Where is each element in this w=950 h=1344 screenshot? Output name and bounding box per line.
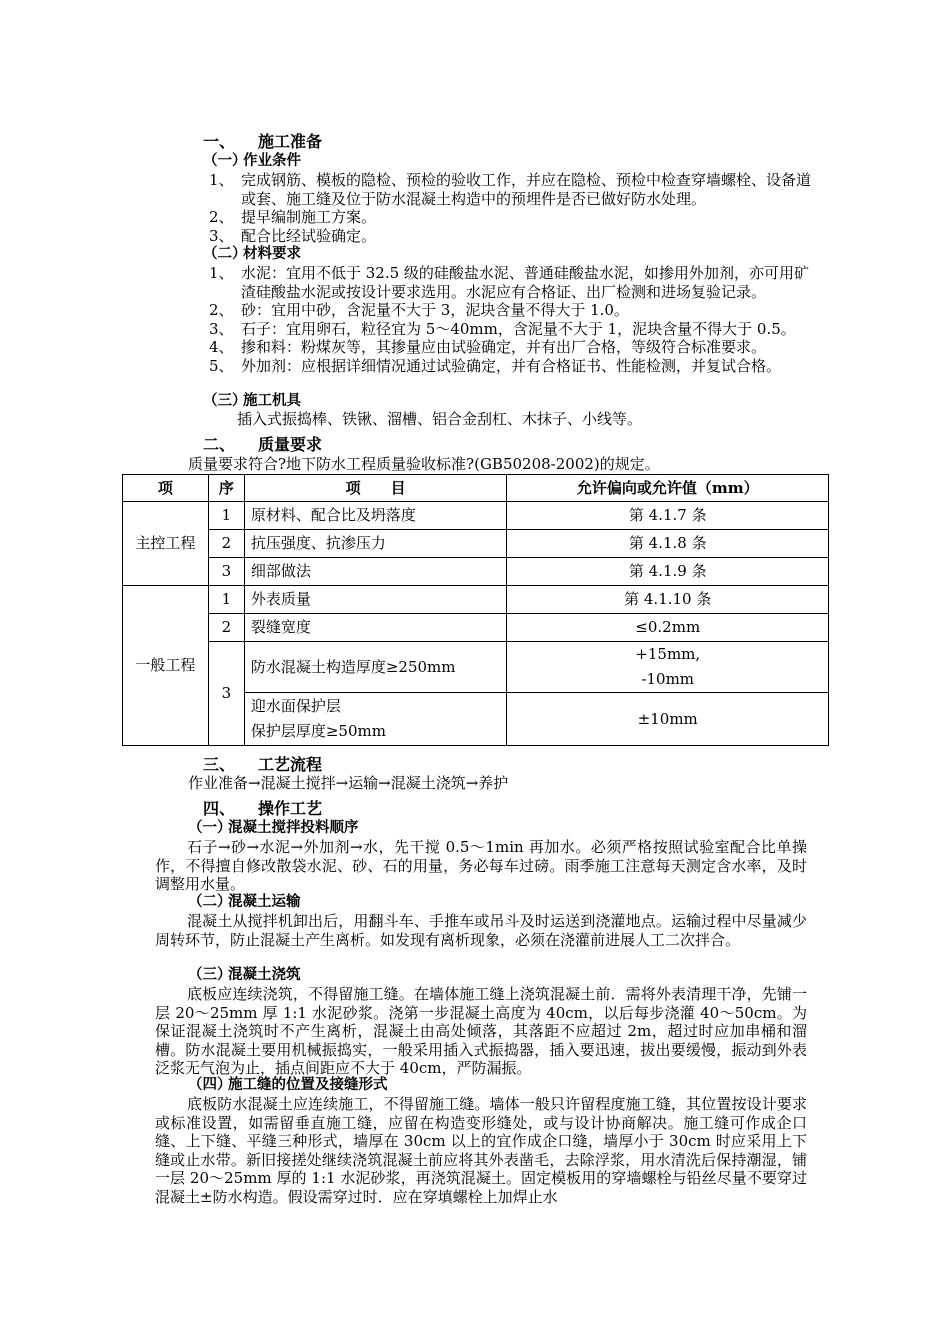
part-1-heading <box>188 819 359 838</box>
quality-table <box>122 474 829 746</box>
row-value: 第 4.1.7 条 <box>507 502 829 530</box>
item-line-2: 保护层厚度≥50mm <box>250 722 386 740</box>
header-item: 项 目 <box>244 475 507 502</box>
item-text: 水泥：宜用不低于 32.5 级的硅酸盐水泥、普通硅酸盐水泥，如掺用外加剂，亦可用矿渣硅酸盐水泥或按设计要求选用。水泥应有合格证、出厂检测和进场复验记录。 <box>241 264 809 301</box>
section-4-heading <box>203 800 322 819</box>
list-item <box>209 357 809 376</box>
header-category: 项 <box>123 475 209 502</box>
header-tolerance: 允许偏向或允许值（mm） <box>507 475 829 502</box>
section-4-title: 操作工艺 <box>258 799 323 818</box>
item-text: 掺和料：粉煤灰等，其掺量应由试验确定，并有出厂合格，等级符合标准要求。 <box>241 338 767 356</box>
row-seq: 2 <box>208 614 244 642</box>
subsection-title: 作业条件 <box>243 152 301 169</box>
row-seq: 1 <box>208 586 244 614</box>
part-title: 混凝土搅拌投料顺序 <box>228 819 359 836</box>
item-text: 石子：宜用卵石，粒径宜为 5～40mm，含泥量不大于 1，泥块含量不得大于 0.5。 <box>241 319 796 338</box>
list-item <box>209 264 809 301</box>
group-general: 一般工程 <box>123 586 209 746</box>
item-text: 配合比经试验确定。 <box>241 226 377 245</box>
table-row <box>123 530 829 558</box>
section-1-number: 一、 <box>203 132 236 151</box>
row-seq: 2 <box>208 530 244 558</box>
quality-intro: 质量要求符合?地下防水工程质量验收标准?(GB50208-2002)的规定。 <box>188 455 660 473</box>
part-number: （三） <box>188 966 232 983</box>
row-seq: 3 <box>208 642 244 746</box>
item-text: 完成钢筋、模板的隐检、预检的验收工作，并应在隐检、预检中检查穿墙螺栓、设备道或套、施工缝及位于防水混凝土构造中的预埋件是否已做好防水处理。 <box>241 171 812 208</box>
row-item: 抗压强度、抗渗压力 <box>244 530 507 558</box>
table-row <box>123 586 829 614</box>
row-seq: 3 <box>208 558 244 586</box>
list-item <box>209 227 821 246</box>
part-4-text: 底板防水混凝土应连续施工，不得留施工缝。墙体一般只许留程度施工缝，其位置按设计要求或标准设置，如需留垂直施工缝，应留在构造变形缝处，或与设计协商解决。施工缝可作成企口缝、上下缝、平缝三种形式，墙厚在 30cm 以上的宜作成企口缝，墙厚小于 30cm 时应采用上下缝或止水带。新旧接搓处继续浇筑混凝土前应将其外表凿毛，去除浮浆，用水清洗后保持潮湿，铺一层 20～25mm 厚的 1:1 水泥砂浆，再浇筑混凝土。固定模板用的穿墙螺栓与铅丝尽量不要穿过混凝土±防水构造。假设需穿过时．应在穿填螺栓上加焊止水 <box>155 1095 807 1206</box>
item-number: 2、 <box>209 301 234 319</box>
part-1-text: 石子→砂→水泥→外加剂→水，先干搅 0.5～1min 再加水。必须严格按照试验室配合比单操作，不得擅自修改散袋水泥、砂、石的用量，务必每车过磅。雨季施工注意每天测定含水率，及时调整用水量。 <box>155 838 807 893</box>
subsection-1-2-heading <box>203 245 301 264</box>
row-item: 防水混凝土构造厚度≥250mm <box>244 642 507 693</box>
part-3-heading <box>188 966 301 985</box>
item-number: 1、 <box>209 171 234 189</box>
section-1-heading <box>203 133 322 152</box>
table-row <box>123 614 829 642</box>
process-flow: 作业准备→混凝土搅拌→运输→混凝土浇筑→养护 <box>188 774 509 792</box>
part-2-text: 混凝土从搅拌机卸出后，用翻斗车、手推车或吊斗及时运送到浇灌地点。运输过程中尽量减少周转环节，防止混凝土产生离析。如发现有离析现象，必须在浇灌前进展人工二次拌合。 <box>155 912 807 949</box>
item-number: 3、 <box>209 226 234 245</box>
value-lower: -10mm <box>641 670 695 688</box>
item-number: 4、 <box>209 338 234 356</box>
item-number: 1、 <box>209 264 234 282</box>
section-3-heading <box>203 756 322 775</box>
section-1-title: 施工准备 <box>258 132 323 151</box>
tools-text: 插入式振捣棒、铁锹、溜槽、铝合金刮杠、木抹子、小线等。 <box>237 410 643 428</box>
subsection-number: （三） <box>203 392 247 409</box>
part-title: 施工缝的位置及接缝形式 <box>228 1076 388 1093</box>
list-item <box>209 208 821 227</box>
part-title: 混凝土浇筑 <box>228 966 301 983</box>
row-value: ≤0.2mm <box>507 614 829 642</box>
material-requirements-list <box>209 264 809 375</box>
row-value: 第 4.1.10 条 <box>507 586 829 614</box>
subsection-1-1-heading <box>203 152 301 171</box>
subsection-number: （一） <box>203 152 247 169</box>
section-4-number: 四、 <box>203 799 236 818</box>
row-value: ±10mm <box>507 693 829 746</box>
row-item: 原材料、配合比及坍落度 <box>244 502 507 530</box>
row-value: 第 4.1.9 条 <box>507 558 829 586</box>
row-value: 第 4.1.8 条 <box>507 530 829 558</box>
item-text: 外加剂：应根据详细情况通过试验确定，并有合格证书、性能检测，并复试合格。 <box>241 356 782 375</box>
part-number: （二） <box>188 893 232 910</box>
row-value <box>507 642 829 693</box>
part-title: 混凝土运输 <box>228 893 301 910</box>
list-item <box>209 320 809 339</box>
value-upper: +15mm, <box>635 645 701 663</box>
section-3-title: 工艺流程 <box>258 755 323 774</box>
item-text: 砂：宜用中砂，含泥量不大于 3，泥块含量不得大于 1.0。 <box>241 301 629 319</box>
item-number: 3、 <box>209 319 234 338</box>
item-line-1: 迎水面保护层 <box>250 697 341 715</box>
header-seq: 序 <box>208 475 244 502</box>
list-item <box>209 338 809 357</box>
row-item <box>244 693 507 746</box>
subsection-1-3-heading <box>203 392 301 411</box>
item-number: 2、 <box>209 208 234 226</box>
row-item: 裂缝宽度 <box>244 614 507 642</box>
section-2-number: 二、 <box>203 435 236 454</box>
part-number: （一） <box>188 819 232 836</box>
part-4-heading <box>188 1076 388 1095</box>
subsection-title: 施工机具 <box>243 392 301 409</box>
row-item: 外表质量 <box>244 586 507 614</box>
work-conditions-list <box>209 171 821 245</box>
subsection-title: 材料要求 <box>243 245 301 262</box>
section-2-title: 质量要求 <box>258 435 323 454</box>
item-number: 5、 <box>209 356 234 375</box>
part-3-text: 底板应连续浇筑，不得留施工缝。在墙体施工缝上浇筑混凝土前．需将外表清理干净，先铺一层 20～25mm 厚 1:1 水泥砂浆。浇第一步混凝土高度为 40cm，以后每步浇灌 40～50cm。为保证混凝土浇筑时不产生离析，混凝土由高处倾落，其落距不应超过 2m，超过时应加串桶和溜槽。防水混凝土要用机械振捣实，一般采用插入式振捣器，插入要迅速，拔出要缓慢，振动到外表泛浆无气泡为止，插点间距应不大于 40cm，严防漏振。 <box>155 985 807 1077</box>
part-2-heading <box>188 893 301 912</box>
table-row <box>123 642 829 693</box>
table-header-row <box>123 475 829 502</box>
part-number: （四） <box>188 1076 232 1093</box>
group-main-control: 主控工程 <box>123 502 209 586</box>
subsection-number: （二） <box>203 245 247 262</box>
row-seq: 1 <box>208 502 244 530</box>
list-item <box>209 171 821 208</box>
table-row <box>123 558 829 586</box>
list-item <box>209 301 809 320</box>
table-row <box>123 502 829 530</box>
row-item: 细部做法 <box>244 558 507 586</box>
section-2-heading <box>203 436 322 455</box>
section-3-number: 三、 <box>203 755 236 774</box>
item-text: 提早编制施工方案。 <box>241 208 377 226</box>
